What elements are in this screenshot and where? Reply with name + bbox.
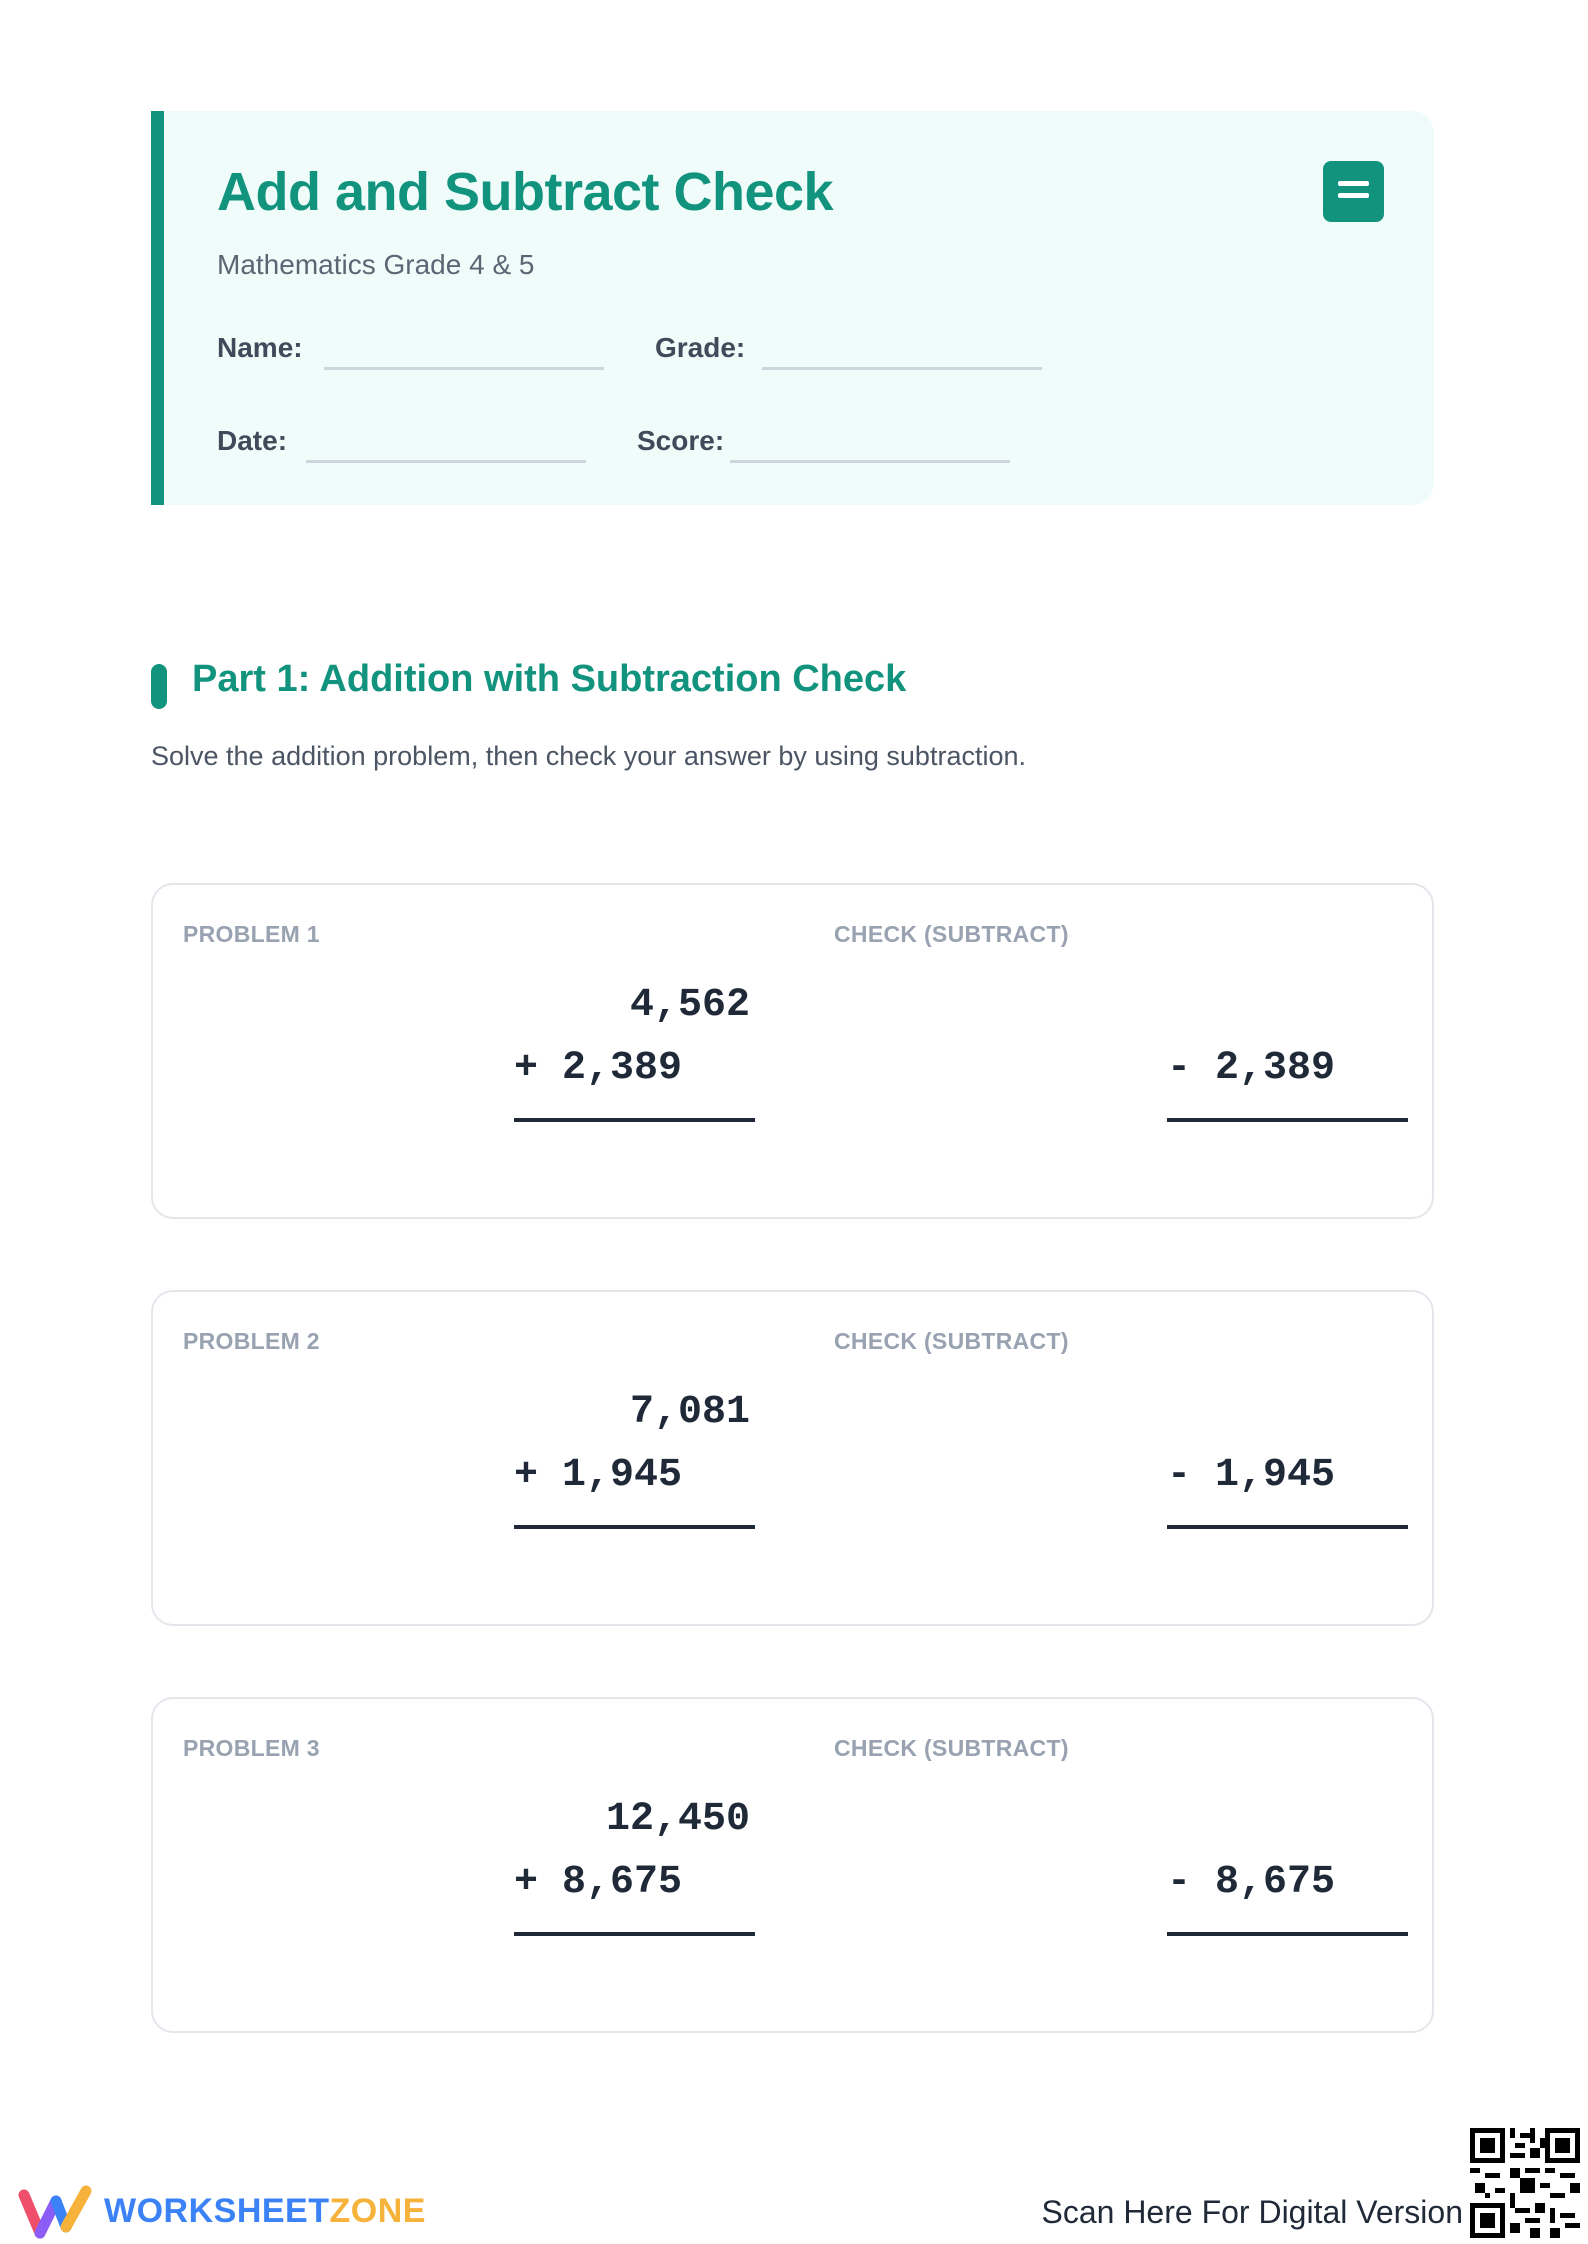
- date-label: Date:: [217, 425, 288, 456]
- check-label: CHECK (SUBTRACT): [834, 1735, 1069, 1761]
- section-marker: [151, 664, 167, 709]
- qr-code-icon[interactable]: [1470, 2128, 1580, 2238]
- score-field[interactable]: [730, 460, 1010, 463]
- worksheetzone-logo-icon: [18, 2183, 94, 2239]
- date-field[interactable]: [306, 460, 586, 463]
- problem-card: [151, 1697, 1434, 2033]
- subtrahend: - 2,389: [1167, 1046, 1336, 1091]
- check-label: CHECK (SUBTRACT): [834, 921, 1069, 947]
- scan-text: Scan Here For Digital Version: [1041, 2194, 1463, 2230]
- brand: [18, 2183, 426, 2239]
- document-icon: [1323, 161, 1384, 222]
- section-title: Part 1: Addition with Subtraction Check: [192, 658, 907, 700]
- problem-label: PROBLEM 3: [183, 1735, 320, 1761]
- addend-top: 4,562: [629, 983, 750, 1028]
- score-label: Score:: [637, 425, 725, 456]
- subtrahend: - 1,945: [1167, 1453, 1336, 1498]
- name-label: Name:: [217, 332, 303, 363]
- grade-field[interactable]: [762, 367, 1042, 370]
- sum-answer-line[interactable]: [514, 1118, 755, 1122]
- problem-label: PROBLEM 1: [183, 921, 320, 947]
- check-answer-line[interactable]: [1167, 1932, 1408, 1936]
- addend-bottom: + 8,675: [514, 1860, 683, 1905]
- grade-label: Grade:: [655, 332, 746, 363]
- problem-card: [151, 1290, 1434, 1626]
- subtrahend: - 8,675: [1167, 1860, 1336, 1905]
- addend-bottom: + 2,389: [514, 1046, 683, 1091]
- check-answer-line[interactable]: [1167, 1118, 1408, 1122]
- problem-card: [151, 883, 1434, 1219]
- worksheet-header: [151, 111, 1434, 505]
- page-subtitle: Mathematics Grade 4 & 5: [217, 249, 535, 280]
- problem-label: PROBLEM 2: [183, 1328, 320, 1354]
- check-label: CHECK (SUBTRACT): [834, 1328, 1069, 1354]
- addend-top: 7,081: [629, 1390, 750, 1435]
- addend-bottom: + 1,945: [514, 1453, 683, 1498]
- sum-answer-line[interactable]: [514, 1932, 755, 1936]
- section-instructions: Solve the addition problem, then check your answer by using subtraction.: [151, 741, 1026, 771]
- check-answer-line[interactable]: [1167, 1525, 1408, 1529]
- addend-top: 12,450: [605, 1797, 750, 1842]
- page-title: Add and Subtract Check: [217, 162, 834, 222]
- name-field[interactable]: [324, 367, 604, 370]
- sum-answer-line[interactable]: [514, 1525, 755, 1529]
- brand-name: WORKSHEETZONE: [104, 2191, 426, 2230]
